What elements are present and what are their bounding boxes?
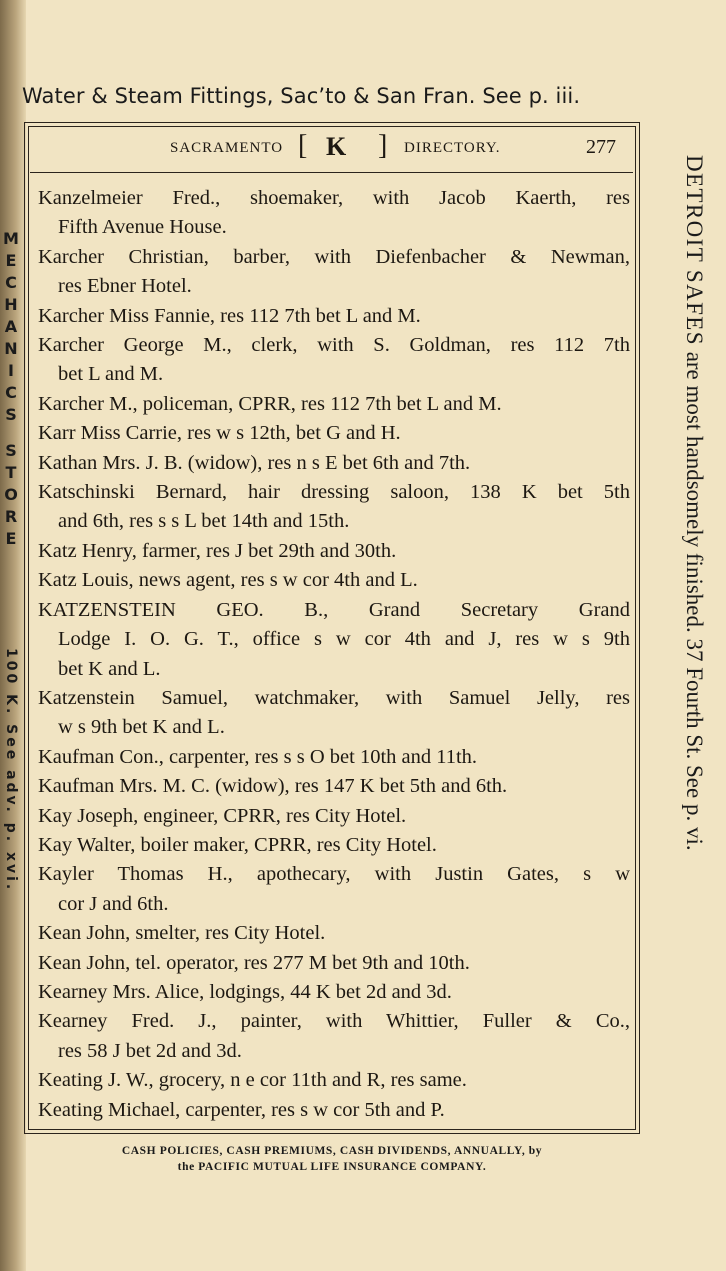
directory-entry	[38, 419, 630, 448]
entry-line: Kay Joseph, engineer, CPRR, res City Hotel.	[38, 804, 407, 827]
entry-continuation-line: res Ebner Hotel.	[58, 275, 192, 298]
directory-entries	[38, 184, 630, 1125]
left-ad-letter: O	[4, 485, 18, 504]
entry-line: Katzenstein Samuel, watchmaker, with Samuel Jelly, res	[38, 686, 630, 709]
right-bracket: ]	[378, 130, 389, 161]
entry-line: Karcher Christian, barber, with Diefenbacher & Newman,	[38, 245, 630, 268]
entry-line: Katz Louis, news agent, res s w cor 4th and L.	[38, 569, 418, 592]
footer-advertisement	[24, 1143, 640, 1175]
page-number: 277	[586, 136, 616, 158]
right-ad-rest: are most handsomely finished. 37 Fourth St. See p. vi.	[682, 351, 707, 851]
left-ad-letter: C	[5, 273, 17, 292]
left-ad-letter: R	[4, 507, 18, 526]
directory-entry	[38, 243, 630, 302]
left-ad-letter: S	[5, 405, 17, 424]
footer-line-1: CASH POLICIES, CASH PREMIUMS, CASH DIVIDENDS, ANNUALLY, by	[121, 1145, 543, 1157]
directory-entry	[38, 802, 630, 831]
header-rule	[30, 172, 633, 173]
entry-continuation-line: w s 9th bet K and L.	[58, 716, 225, 739]
header-city: SACRAMENTO	[170, 140, 284, 156]
entry-line: Kathan Mrs. J. B. (widow), res n s E bet 6th and 7th.	[38, 451, 471, 474]
entry-line: Kean John, tel. operator, res 277 M bet 9th and 10th.	[38, 951, 470, 974]
directory-entry	[38, 302, 630, 331]
directory-entry	[38, 566, 630, 595]
directory-entry	[38, 537, 630, 566]
directory-entry	[38, 978, 630, 1007]
left-ad-letter: H	[4, 295, 18, 314]
left-ad-letter: N	[4, 339, 18, 358]
entry-continuation-line: Fifth Avenue House.	[58, 216, 227, 239]
entry-line: Kay Walter, boiler maker, CPRR, res City Hotel.	[38, 833, 437, 856]
entry-continuation-line: bet L and M.	[58, 363, 164, 386]
left-margin-advertisement	[2, 228, 20, 893]
footer-line-2: the PACIFIC MUTUAL LIFE INSURANCE COMPANY.	[177, 1161, 487, 1173]
top-advertisement: Water & Steam Fittings, Sac’to & San Fran. See p. iii.	[22, 84, 581, 108]
left-ad-letter: I	[8, 361, 14, 380]
header-letter: K	[326, 132, 347, 161]
directory-entry	[38, 1066, 630, 1095]
entry-line: Karcher M., policeman, CPRR, res 112 7th bet L and M.	[38, 392, 502, 415]
directory-entry	[38, 919, 630, 948]
entry-continuation-line: res 58 J bet 2d and 3d.	[58, 1039, 242, 1062]
directory-entry	[38, 449, 630, 478]
directory-entry	[38, 772, 630, 801]
directory-entry	[38, 860, 630, 919]
left-bracket: [	[298, 130, 309, 161]
directory-entry	[38, 390, 630, 419]
entry-line: Kearney Mrs. Alice, lodgings, 44 K bet 2d and 3d.	[38, 980, 452, 1003]
left-ad-letter: E	[5, 529, 17, 548]
entry-line: Kearney Fred. J., painter, with Whittier, Fuller & Co.,	[38, 1010, 630, 1033]
entry-line: Keating J. W., grocery, n e cor 11th and R, res same.	[38, 1069, 467, 1092]
left-ad-letter: M	[3, 229, 19, 248]
left-ad-store	[2, 440, 20, 550]
entry-continuation-line: Lodge I. O. G. T., office s w cor 4th and J, res w s 9th	[58, 628, 630, 651]
directory-entry	[38, 743, 630, 772]
entry-line: KATZENSTEIN GEO. B., Grand Secretary Grand	[38, 598, 630, 621]
directory-entry	[38, 949, 630, 978]
entry-line: Karcher George M., clerk, with S. Goldman, res 112 7th	[38, 334, 630, 357]
entry-line: Karr Miss Carrie, res w s 12th, bet G and H.	[38, 422, 401, 445]
left-ad-letter: C	[5, 383, 17, 402]
left-ad-mechanics	[2, 228, 20, 426]
entry-line: Kanzelmeier Fred., shoemaker, with Jacob Kaerth, res	[38, 187, 630, 209]
entry-line: Kayler Thomas H., apothecary, with Justin Gates, s w	[38, 863, 630, 886]
directory-entry	[38, 1096, 630, 1125]
directory-entry	[38, 184, 630, 243]
directory-entry	[38, 1007, 630, 1066]
entry-line: Karcher Miss Fannie, res 112 7th bet L and M.	[38, 304, 421, 327]
left-ad-letter: A	[4, 317, 18, 336]
entry-continuation-line: bet K and L.	[58, 657, 161, 680]
directory-entry	[38, 684, 630, 743]
running-header	[30, 130, 632, 166]
header-directory: DIRECTORY.	[404, 140, 501, 156]
entry-line: Katz Henry, farmer, res J bet 29th and 30th.	[38, 539, 397, 562]
directory-entry	[38, 331, 630, 390]
entry-line: Keating Michael, carpenter, res s w cor 5th and P.	[38, 1098, 445, 1121]
directory-entry	[38, 478, 630, 537]
entry-line: Katschinski Bernard, hair dressing saloon, 138 K bet 5th	[38, 481, 630, 504]
directory-entry	[38, 596, 630, 684]
entry-continuation-line: cor J and 6th.	[58, 892, 169, 915]
right-margin-advertisement	[672, 155, 716, 1265]
left-ad-letter: T	[5, 463, 17, 482]
entry-continuation-line: and 6th, res s s L bet 14th and 15th.	[58, 510, 350, 533]
entry-line: Kaufman Con., carpenter, res s s O bet 10th and 11th.	[38, 745, 478, 768]
entry-line: Kean John, smelter, res City Hotel.	[38, 922, 326, 945]
right-ad-caps: DETROIT SAFES	[682, 155, 707, 346]
left-ad-letter: E	[5, 251, 17, 270]
entry-line: Kaufman Mrs. M. C. (widow), res 147 K bet 5th and 6th.	[38, 775, 508, 798]
left-ad-letter: S	[5, 441, 17, 460]
left-ad-rotated: 100 K. See adv. p. xvi.	[3, 648, 19, 893]
directory-entry	[38, 831, 630, 860]
